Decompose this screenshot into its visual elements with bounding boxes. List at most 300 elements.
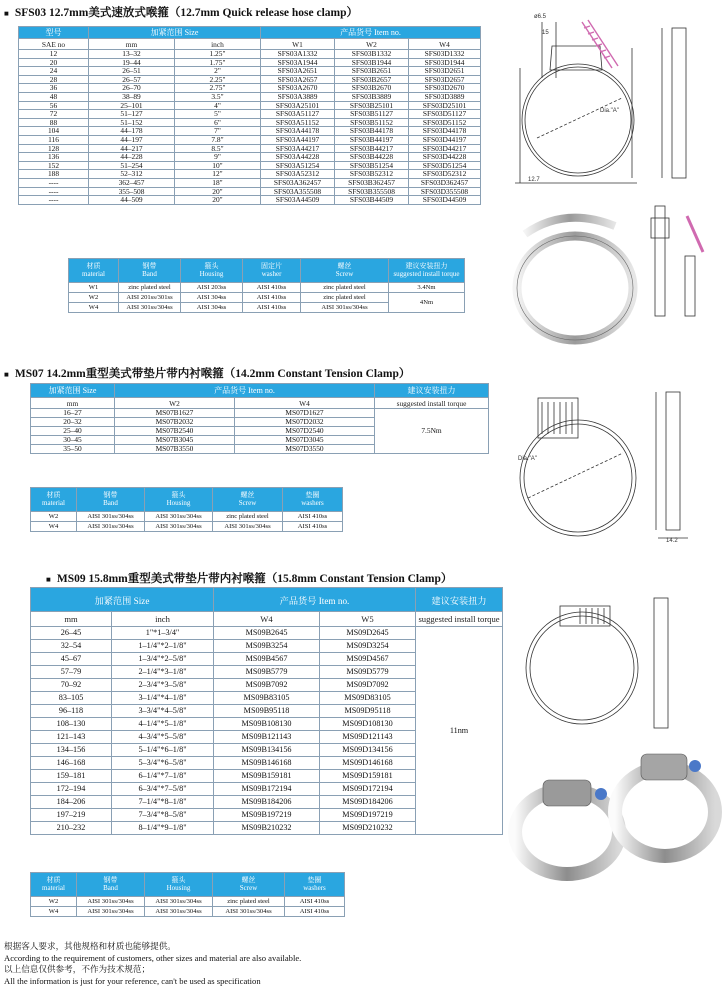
material-row [69, 293, 465, 303]
table-cell: 20" [175, 196, 261, 205]
material-header: 螺丝 Screw [213, 873, 285, 897]
table-row [31, 627, 503, 640]
header-range: 加紧范围 Size [31, 384, 115, 398]
table-cell: SFS03D25101 [409, 101, 481, 110]
table-row [19, 178, 481, 187]
table-cell: 26–70 [89, 84, 175, 93]
material-cell: AISI 301ss/304ss [145, 897, 213, 907]
table-row [19, 75, 481, 84]
dim-label: Dia."A" [518, 456, 537, 462]
table-cell: MS07D2032 [235, 418, 375, 427]
material-header: 材质 material [31, 488, 77, 512]
table-cell: MS07D3550 [235, 445, 375, 454]
table-cell: MS09D197219 [320, 809, 416, 822]
table-cell: 184–206 [31, 796, 112, 809]
table-cell: SFS03B2670 [335, 84, 409, 93]
table-cell: 26–57 [89, 75, 175, 84]
table-cell: 1.25" [175, 50, 261, 59]
table-cell: SFS03B52312 [335, 170, 409, 179]
title-text: SFS03 12.7mm美式速放式喉箍（12.7mm Quick release hose clamp） [14, 7, 359, 19]
material-cell: zinc plated steel [213, 512, 283, 522]
table-row [19, 161, 481, 170]
table-cell: 5–3/4"*6–5/8" [112, 757, 214, 770]
table-cell: 70–92 [31, 679, 112, 692]
table-cell: 36 [19, 84, 89, 93]
table-cell: MS09B121143 [214, 731, 320, 744]
table-cell: MS09D2645 [320, 627, 416, 640]
title-text: MS07 14.2mm重型美式带垫片带内衬喉箍（14.2mm Constant Tension Clamp） [14, 368, 411, 380]
ms07-material-table [30, 487, 343, 532]
material-header: 螺丝 Screw [213, 488, 283, 512]
header-range: 加紧范围 Size [89, 27, 261, 39]
table-cell: MS09B108130 [214, 718, 320, 731]
table-cell: 197–219 [31, 809, 112, 822]
table-cell: 7–1/4"*8–1/8" [112, 796, 214, 809]
table-cell: 88 [19, 118, 89, 127]
table-cell: 2.75" [175, 84, 261, 93]
table-cell: MS09B2645 [214, 627, 320, 640]
table-cell: 2" [175, 67, 261, 76]
table-cell: MS09D83105 [320, 692, 416, 705]
table-cell: MS09B172194 [214, 783, 320, 796]
table-cell: MS09B197219 [214, 809, 320, 822]
table-cell: 116 [19, 135, 89, 144]
table-cell: 26–45 [31, 627, 112, 640]
table-cell: ---- [19, 196, 89, 205]
material-cell: AISI 410ss [283, 512, 343, 522]
material-cell: AISI 201ss/301ss [119, 293, 181, 303]
header-torque: 建议安装扭力 [416, 588, 503, 612]
table-cell: 18" [175, 178, 261, 187]
table-cell: SFS03A2651 [261, 67, 335, 76]
table-cell: 134–156 [31, 744, 112, 757]
table-cell: SFS03B3889 [335, 92, 409, 101]
table-cell: MS07B2540 [115, 427, 235, 436]
table-cell: 25–40 [31, 427, 115, 436]
table-row [19, 101, 481, 110]
table-cell: SFS03B362457 [335, 178, 409, 187]
material-cell: AISI 301ss/304ss [77, 907, 145, 917]
table-cell: MS09B146168 [214, 757, 320, 770]
ms09-technical-drawing [520, 588, 720, 733]
table-cell: SFS03A2670 [261, 84, 335, 93]
table-cell: SFS03A44178 [261, 127, 335, 136]
table-cell: SFS03B44197 [335, 135, 409, 144]
table-cell: MS07B3045 [115, 436, 235, 445]
section-title-ms09: ■ MS09 15.8mm重型美式带垫片带内衬喉箍（15.8mm Constant Tension Clamp） [46, 573, 453, 585]
footer-line: According to the requirement of customers, other sizes and material are also available. [4, 952, 302, 963]
column-subheader: W4 [409, 39, 481, 50]
table-cell: SFS03A51254 [261, 161, 335, 170]
table-cell: 121–143 [31, 731, 112, 744]
table-cell: SFS03D1944 [409, 58, 481, 67]
table-cell: 83–105 [31, 692, 112, 705]
table-cell: SFS03B44217 [335, 144, 409, 153]
column-subheader: mm [31, 612, 112, 627]
table-cell: SFS03A2657 [261, 75, 335, 84]
table-cell: SFS03A355508 [261, 187, 335, 196]
table-cell: 146–168 [31, 757, 112, 770]
table-cell: MS09B95118 [214, 705, 320, 718]
table-cell: SFS03D2651 [409, 67, 481, 76]
material-header: 钢带 Band [119, 259, 181, 283]
footer-line: 以上信息仅供参考，不作为技术规范； [4, 964, 151, 975]
table-cell: MS09D3254 [320, 640, 416, 653]
material-row [31, 907, 345, 917]
table-cell: SFS03B44509 [335, 196, 409, 205]
table-row [19, 67, 481, 76]
table-cell: 32–54 [31, 640, 112, 653]
table-cell: MS09D134156 [320, 744, 416, 757]
table-cell: SFS03D52312 [409, 170, 481, 179]
table-cell: 7.8" [175, 135, 261, 144]
table-cell: 104 [19, 127, 89, 136]
table-cell: SFS03D355508 [409, 187, 481, 196]
column-subheader: W4 [214, 612, 320, 627]
table-cell: 4–1/4"*5–1/8" [112, 718, 214, 731]
table-row [19, 118, 481, 127]
ms07-technical-drawing [508, 378, 720, 544]
table-cell: 16–27 [31, 409, 115, 418]
material-cell: AISI 203ss [181, 283, 243, 293]
table-cell: 26–51 [89, 67, 175, 76]
table-cell: 5–1/4"*6–1/8" [112, 744, 214, 757]
table-cell: 56 [19, 101, 89, 110]
sfs03-table [18, 26, 481, 205]
column-subheader: suggested install torque [375, 398, 489, 409]
table-cell: 1.75" [175, 58, 261, 67]
table-cell: SFS03D3889 [409, 92, 481, 101]
column-subheader: W5 [320, 612, 416, 627]
table-cell: 38–89 [89, 92, 175, 101]
table-cell: 12" [175, 170, 261, 179]
material-cell: zinc plated steel [301, 283, 389, 293]
table-cell: 2.25" [175, 75, 261, 84]
table-cell: 9" [175, 153, 261, 162]
table-cell: 4" [175, 101, 261, 110]
table-cell: MS07B2032 [115, 418, 235, 427]
column-subheader: W4 [235, 398, 375, 409]
footer-line: All the information is just for your reference, can't be used as specification [4, 975, 261, 986]
column-subheader: inch [112, 612, 214, 627]
table-cell: 51–254 [89, 161, 175, 170]
material-cell: AISI 410ss [285, 897, 345, 907]
table-cell: 51–127 [89, 110, 175, 119]
table-cell: MS09D172194 [320, 783, 416, 796]
material-header: 材质 material [69, 259, 119, 283]
table-row [19, 196, 481, 205]
table-cell: 57–79 [31, 666, 112, 679]
table-cell: 5" [175, 110, 261, 119]
table-cell: SFS03A25101 [261, 101, 335, 110]
table-cell: MS09D5779 [320, 666, 416, 679]
table-cell: 44–509 [89, 196, 175, 205]
column-subheader: W1 [261, 39, 335, 50]
dim-label: ø6.5 [534, 14, 547, 20]
material-cell: W4 [31, 522, 77, 532]
material-cell: AISI 304ss [181, 293, 243, 303]
dim-label: 12.7 [528, 177, 540, 183]
table-cell: MS09D95118 [320, 705, 416, 718]
torque-cell: 11nm [416, 627, 503, 835]
table-row [19, 144, 481, 153]
table-cell: MS09B5779 [214, 666, 320, 679]
table-cell: SFS03D44217 [409, 144, 481, 153]
table-cell: MS09D7092 [320, 679, 416, 692]
material-header: 钢带 Band [77, 488, 145, 512]
table-cell: 45–67 [31, 653, 112, 666]
material-row [31, 897, 345, 907]
table-cell: 44–197 [89, 135, 175, 144]
material-header: 固定片 washer [243, 259, 301, 283]
table-cell: 362–457 [89, 178, 175, 187]
ms07-table [30, 383, 489, 454]
table-cell: 136 [19, 153, 89, 162]
table-cell: SFS03D44509 [409, 196, 481, 205]
table-cell: ---- [19, 187, 89, 196]
table-cell: 19–44 [89, 58, 175, 67]
header-range: 加紧范围 Size [31, 588, 214, 612]
torque-cell: 3.4Nm [389, 283, 465, 293]
table-cell: ---- [19, 178, 89, 187]
table-cell: SFS03B44228 [335, 153, 409, 162]
table-cell: 20" [175, 187, 261, 196]
sfs03-clamp-photo [505, 196, 720, 356]
table-cell: 7" [175, 127, 261, 136]
table-cell: 2–1/4"*3–1/8" [112, 666, 214, 679]
table-cell: SFS03B1944 [335, 58, 409, 67]
table-row [19, 58, 481, 67]
table-cell: 35–50 [31, 445, 115, 454]
table-row [19, 50, 481, 59]
table-row [31, 409, 489, 418]
table-cell: MS09D210232 [320, 822, 416, 835]
header-model: 型号 [19, 27, 89, 39]
table-cell: 210–232 [31, 822, 112, 835]
column-subheader: W2 [115, 398, 235, 409]
dim-label: 14.2 [666, 538, 678, 544]
table-cell: SFS03A44228 [261, 153, 335, 162]
table-cell: 4–3/4"*5–5/8" [112, 731, 214, 744]
ms09-table [30, 587, 503, 835]
table-cell: 3.5" [175, 92, 261, 101]
table-cell: 30–45 [31, 436, 115, 445]
material-header: 箍头 Housing [181, 259, 243, 283]
table-cell: MS09B210232 [214, 822, 320, 835]
table-cell: 128 [19, 144, 89, 153]
table-row [19, 153, 481, 162]
material-header: 材质 material [31, 873, 77, 897]
ms09-clamp-photo [505, 740, 723, 890]
table-cell: SFS03A44197 [261, 135, 335, 144]
table-row [19, 92, 481, 101]
table-cell: MS09B83105 [214, 692, 320, 705]
table-cell: SFS03D1332 [409, 50, 481, 59]
table-row [19, 135, 481, 144]
torque-cell: 4Nm [389, 293, 465, 313]
material-cell: W1 [69, 283, 119, 293]
table-cell: MS09D121143 [320, 731, 416, 744]
material-cell: AISI 304ss [181, 303, 243, 313]
title-text: MS09 15.8mm重型美式带垫片带内衬喉箍（15.8mm Constant Tension Clamp） [56, 573, 453, 585]
dim-label: 15 [542, 30, 549, 36]
material-header: 箍头 Housing [145, 488, 213, 512]
material-cell: AISI 301ss/304ss [77, 512, 145, 522]
table-row [19, 110, 481, 119]
table-cell: SFS03D362457 [409, 178, 481, 187]
material-row [69, 283, 465, 293]
material-header: 螺丝 Screw [301, 259, 389, 283]
table-cell: SFS03B51254 [335, 161, 409, 170]
material-cell: AISI 410ss [243, 283, 301, 293]
sfs03-technical-drawing [512, 8, 724, 190]
table-cell: 44–178 [89, 127, 175, 136]
table-cell: SFS03A362457 [261, 178, 335, 187]
material-cell: zinc plated steel [213, 897, 285, 907]
table-cell: 13–32 [89, 50, 175, 59]
material-cell: AISI 301ss/304ss [145, 522, 213, 532]
table-cell: SFS03B25101 [335, 101, 409, 110]
table-cell: MS09B159181 [214, 770, 320, 783]
table-cell: SFS03A51152 [261, 118, 335, 127]
table-cell: 25–101 [89, 101, 175, 110]
table-cell: MS09D108130 [320, 718, 416, 731]
material-cell: W2 [31, 897, 77, 907]
table-cell: 8.5" [175, 144, 261, 153]
table-cell: 152 [19, 161, 89, 170]
column-subheader: SAE no [19, 39, 89, 50]
table-cell: MS09B184206 [214, 796, 320, 809]
header-torque: 建议安装扭力 [375, 384, 489, 398]
table-cell: SFS03B2651 [335, 67, 409, 76]
header-item: 产品货号 Item no. [214, 588, 416, 612]
table-cell: MS09B134156 [214, 744, 320, 757]
column-subheader: inch [175, 39, 261, 50]
material-cell: zinc plated steel [301, 293, 389, 303]
material-cell: AISI 301ss/304ss [119, 303, 181, 313]
table-cell: 3–1/4"*4–1/8" [112, 692, 214, 705]
material-cell: AISI 410ss [243, 303, 301, 313]
table-cell: 52–312 [89, 170, 175, 179]
material-cell: AISI 301ss/304ss [213, 907, 285, 917]
column-subheader: suggested install torque [416, 612, 503, 627]
ms09-material-table [30, 872, 345, 917]
table-cell: SFS03A44509 [261, 196, 335, 205]
table-cell: MS09B3254 [214, 640, 320, 653]
table-cell: SFS03B2657 [335, 75, 409, 84]
table-cell: SFS03A44217 [261, 144, 335, 153]
table-cell: 28 [19, 75, 89, 84]
table-cell: MS07D1627 [235, 409, 375, 418]
table-cell: 8–1/4"*9–1/8" [112, 822, 214, 835]
material-cell: AISI 301ss/304ss [77, 897, 145, 907]
material-header: 箍头 Housing [145, 873, 213, 897]
table-row [19, 84, 481, 93]
table-cell: SFS03A3889 [261, 92, 335, 101]
table-cell: SFS03A52312 [261, 170, 335, 179]
footer-notes [4, 941, 301, 987]
table-cell: SFS03B51152 [335, 118, 409, 127]
table-row [19, 127, 481, 136]
table-cell: 44–228 [89, 153, 175, 162]
material-cell: W4 [31, 907, 77, 917]
table-cell: 159–181 [31, 770, 112, 783]
table-cell: SFS03D2657 [409, 75, 481, 84]
section-title-sfs03: ■ SFS03 12.7mm美式速放式喉箍（12.7mm Quick release hose clamp） [4, 7, 359, 19]
material-cell: AISI 301ss/304ss [213, 522, 283, 532]
table-cell: MS07B1627 [115, 409, 235, 418]
table-cell: SFS03B1332 [335, 50, 409, 59]
dim-label: Dia."A" [600, 108, 619, 114]
material-header: 垫圈 washers [285, 873, 345, 897]
table-cell: SFS03B44178 [335, 127, 409, 136]
table-cell: 72 [19, 110, 89, 119]
table-cell: SFS03A51127 [261, 110, 335, 119]
material-cell: AISI 410ss [243, 293, 301, 303]
table-cell: 48 [19, 92, 89, 101]
header-item: 产品货号 Item no. [115, 384, 375, 398]
table-row [19, 170, 481, 179]
material-cell: zinc plated steel [119, 283, 181, 293]
table-cell: 1"*1–3/4" [112, 627, 214, 640]
table-row [19, 187, 481, 196]
material-header: 钢带 Band [77, 873, 145, 897]
material-cell: AISI 301ss/304ss [145, 907, 213, 917]
table-cell: 7–3/4"*8–5/8" [112, 809, 214, 822]
table-cell: 172–194 [31, 783, 112, 796]
table-cell: 20 [19, 58, 89, 67]
material-cell: AISI 410ss [283, 522, 343, 532]
table-cell: 2–3/4"*3–5/8" [112, 679, 214, 692]
table-cell: 188 [19, 170, 89, 179]
torque-cell: 7.5Nm [375, 409, 489, 454]
material-cell: W2 [69, 293, 119, 303]
material-cell: AISI 301ss/304ss [145, 512, 213, 522]
table-cell: 6–3/4"*7–5/8" [112, 783, 214, 796]
material-header: 建议安装扭力 suggested install torque [389, 259, 465, 283]
table-cell: 3–3/4"*4–5/8" [112, 705, 214, 718]
table-cell: MS07D2540 [235, 427, 375, 436]
table-cell: MS07D3045 [235, 436, 375, 445]
table-cell: 1–3/4"*2–5/8" [112, 653, 214, 666]
material-row [31, 512, 343, 522]
table-cell: 44–217 [89, 144, 175, 153]
table-cell: 24 [19, 67, 89, 76]
table-cell: MS09B4567 [214, 653, 320, 666]
table-cell: SFS03B51127 [335, 110, 409, 119]
table-cell: SFS03D51152 [409, 118, 481, 127]
table-cell: 12 [19, 50, 89, 59]
table-cell: 96–118 [31, 705, 112, 718]
material-row [31, 522, 343, 532]
material-cell: AISI 301ss/304ss [301, 303, 389, 313]
material-cell: AISI 410ss [285, 907, 345, 917]
section-title-ms07: ■ MS07 14.2mm重型美式带垫片带内衬喉箍（14.2mm Constant Tension Clamp） [4, 368, 411, 380]
table-cell: MS09D146168 [320, 757, 416, 770]
table-cell: SFS03D51127 [409, 110, 481, 119]
material-cell: W4 [69, 303, 119, 313]
table-cell: 6–1/4"*7–1/8" [112, 770, 214, 783]
header-item: 产品货号 Item no. [261, 27, 481, 39]
table-cell: SFS03D44178 [409, 127, 481, 136]
table-cell: SFS03D51254 [409, 161, 481, 170]
material-cell: W2 [31, 512, 77, 522]
table-cell: SFS03A1944 [261, 58, 335, 67]
table-cell: 20–32 [31, 418, 115, 427]
table-cell: SFS03D44228 [409, 153, 481, 162]
footer-line: 根据客人要求，其他规格和材质也能够提供。 [4, 941, 176, 951]
table-cell: 6" [175, 118, 261, 127]
